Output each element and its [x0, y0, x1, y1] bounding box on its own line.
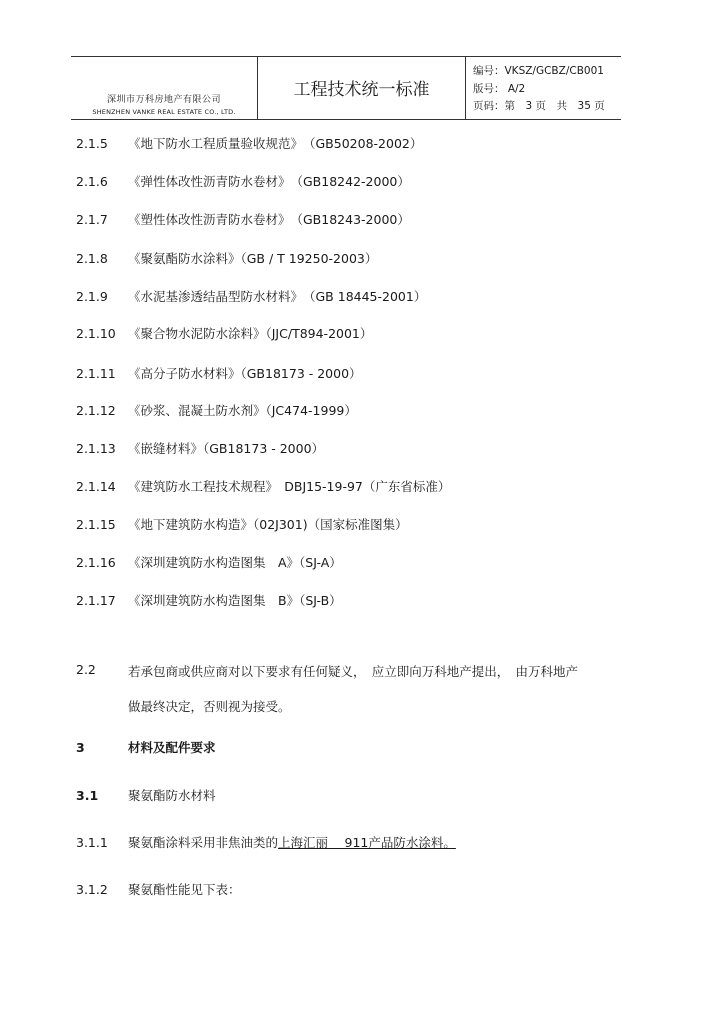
- section-title: 材料及配件要求: [128, 740, 216, 755]
- document-code: 编号：VKSZ/GCBZ/CB001: [473, 65, 604, 77]
- clause-text: 聚氨酯性能见下表：: [128, 882, 241, 897]
- clause-number: 2.1.7: [76, 212, 108, 227]
- clause-text: 《聚合物水泥防水涂料》（JJC/T894-2001）: [128, 326, 373, 341]
- clause-number: 2.1.15: [76, 517, 116, 532]
- clause-number: 3.1.2: [76, 882, 108, 897]
- subsection-number: 3.1: [76, 788, 99, 803]
- clause-text: 《建筑防水工程技术规程》 DBJ15-19-97（广东省标准）: [128, 479, 451, 494]
- section-heading: [76, 738, 216, 756]
- section-number: 3: [76, 740, 85, 755]
- clause-number: 2.1.10: [76, 326, 116, 341]
- clause-number: 2.1.13: [76, 441, 116, 456]
- clause-number: 2.1.9: [76, 289, 108, 304]
- product-name: 上海汇丽 911产品防水涂料。: [278, 835, 456, 850]
- clause-number: 3.1.1: [76, 835, 108, 850]
- clause-text: 《深圳建筑防水构造图集 B》（SJ-B）: [128, 593, 342, 608]
- clause-2-2: [76, 662, 578, 715]
- clause-number: 2.1.17: [76, 593, 116, 608]
- clause-text: 《嵌缝材料》（GB18173 - 2000）: [128, 441, 325, 456]
- standard-item: [76, 364, 362, 382]
- clause-number: 2.1.16: [76, 555, 116, 570]
- standard-item: [76, 515, 408, 533]
- clause-number: 2.1.5: [76, 136, 108, 151]
- standard-item: [76, 401, 357, 419]
- standard-item: [76, 134, 422, 152]
- company-name-en: SHENZHEN VANKE REAL ESTATE CO., LTD.: [92, 108, 236, 116]
- clause-number: 2.1.6: [76, 174, 108, 189]
- standard-item: [76, 210, 410, 228]
- page-number: 页码：第 3 页 共 35 页: [473, 100, 605, 112]
- standard-title: 工程技术统一标准: [293, 80, 430, 100]
- document-version: 版号： A/2: [473, 82, 526, 95]
- clause-number: 2.1.12: [76, 403, 116, 418]
- clause-text: 《高分子防水材料》（GB18173 - 2000）: [128, 366, 362, 381]
- subsection-title: 聚氨酯防水材料: [128, 788, 216, 803]
- clause-text: 《塑性体改性沥青防水卷材》 （GB18243-2000）: [128, 212, 410, 227]
- subsection-heading: [76, 786, 216, 804]
- standard-item: [76, 477, 450, 495]
- standard-item: [76, 249, 377, 267]
- clause-text: 聚氨酯涂料采用非焦油类的: [128, 835, 279, 850]
- clause-text: 《深圳建筑防水构造图集 A》（SJ-A）: [128, 555, 342, 570]
- clause-3-1-2: [76, 880, 241, 898]
- standard-item: [76, 324, 372, 342]
- clause-text: 《地下建筑防水构造》（02J301)（国家标准图集）: [128, 517, 408, 532]
- clause-text: 《砂浆、混凝土防水剂》（JC474-1999）: [128, 403, 357, 418]
- clause-number: 2.1.11: [76, 366, 116, 381]
- clause-number: 2.1.14: [76, 479, 116, 494]
- clause-number: 2.2: [76, 662, 96, 677]
- clause-text: 《水泥基渗透结晶型防水材料》 （GB 18445-2001）: [128, 289, 427, 304]
- clause-text: 《聚氨酯防水涂料》（GB / T 19250-2003）: [128, 251, 378, 266]
- company-name-cn: 深圳市万科房地产有限公司: [106, 95, 221, 105]
- standard-item: [76, 591, 342, 609]
- clause-3-1-1: [76, 833, 456, 851]
- standard-item: [76, 553, 342, 571]
- clause-text: 《地下防水工程质量验收规范》 （GB50208-2002）: [128, 136, 423, 151]
- standard-item: [76, 172, 410, 190]
- standard-item: [76, 439, 324, 457]
- clause-number: 2.1.8: [76, 251, 108, 266]
- clause-text: 《弹性体改性沥青防水卷材》 （GB18242-2000）: [128, 174, 410, 189]
- standard-item: [76, 287, 426, 305]
- clause-text: 若承包商或供应商对以下要求有任何疑义， 应立即向万科地产提出， 由万科地产: [128, 664, 579, 679]
- clause-text-continued: 做最终决定，否则视为接受。: [128, 699, 291, 714]
